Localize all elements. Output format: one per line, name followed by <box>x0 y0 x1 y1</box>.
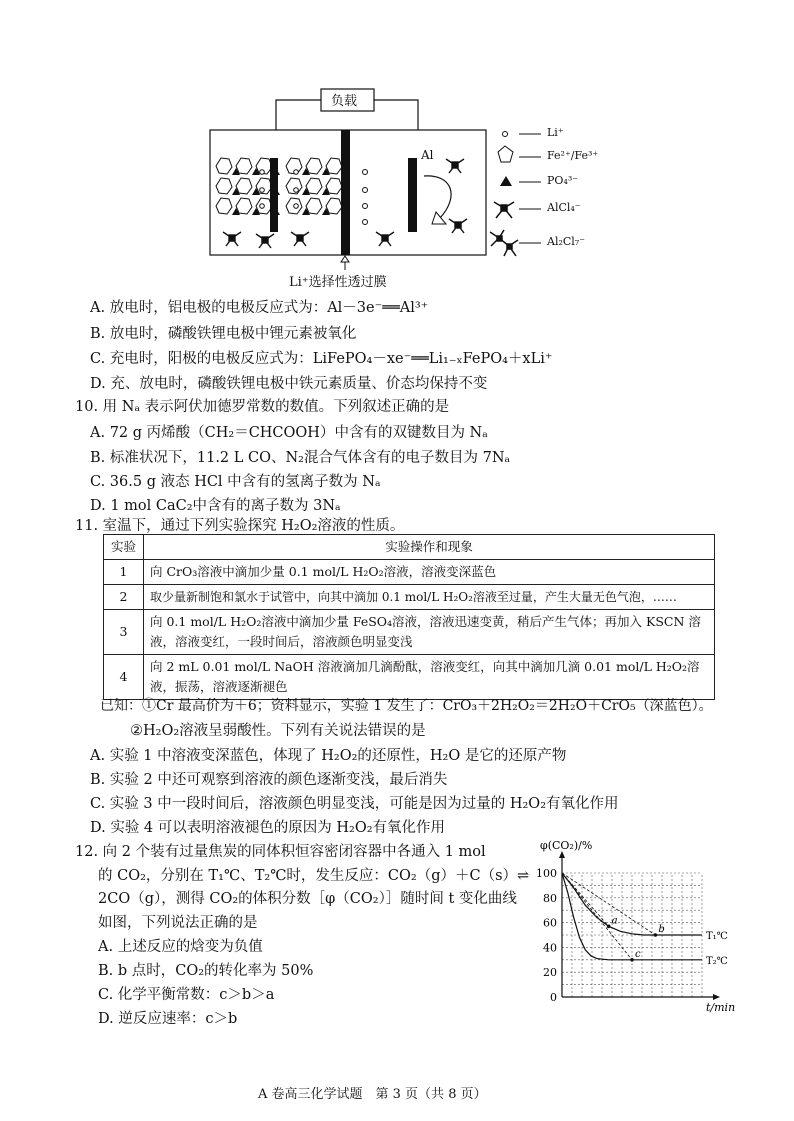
guide-line <box>562 873 632 960</box>
li-ion-circle-icon <box>294 204 299 209</box>
q12-option-d: D. 逆反应速率：c＞b <box>98 1011 238 1027</box>
q11-known-1: 已知：①Cr 最高价为＋6；资料显示，实验 1 发生了：CrO₃＋2H₂O₂＝2H₂O＋CrO₅（深蓝色）。 <box>100 698 713 714</box>
table-cell-text: 向 0.1 mol/L H₂O₂溶液中滴加少量 FeSO₄溶液，溶液迅速变黄，稍后产生气体；再加入 KSCN 溶液，溶液变红，一段时间后，溶液颜色明显变浅 <box>144 610 715 655</box>
table-cell-num: 1 <box>104 560 144 585</box>
po4-triangle-icon <box>500 176 512 186</box>
table-cell-num: 4 <box>104 655 144 700</box>
legend-al2cl7: Al₂Cl₇⁻ <box>547 235 586 248</box>
legend-alcl4: AlCl₄⁻ <box>547 201 581 214</box>
series-label: T₁℃ <box>706 931 728 942</box>
data-point <box>630 958 634 962</box>
x-axis-label: t/min <box>706 1001 736 1014</box>
q10-option-d: D. 1 mol CaC₂中含有的离子数为 3Nₐ <box>90 498 341 514</box>
q12-line-2: 的 CO₂，分别在 T₁℃、T₂℃时，发生反应：CO₂（g）＋C（s）⇌ <box>98 868 530 884</box>
legend-po4: PO₄³⁻ <box>547 174 579 187</box>
q10-option-a: A. 72 g 丙烯酸（CH₂＝CHCOOH）中含有的双键数目为 Nₐ <box>90 425 488 441</box>
li-ion-circle-icon <box>260 170 265 175</box>
data-point <box>607 925 611 929</box>
legend-li: Li⁺ <box>547 126 564 139</box>
y-tick-label: 0 <box>550 991 557 1004</box>
table-row <box>104 560 715 585</box>
point-label: c <box>635 948 641 960</box>
x-axis-arrow <box>713 994 720 1000</box>
table-cell-text: 向 CrO₃溶液中滴加少量 0.1 mol/L H₂O₂溶液，溶液变深蓝色 <box>144 560 715 585</box>
q12-line-3: 2CO（g），测得 CO₂的体积分数［φ（CO₂）］随时间 t 变化曲线 <box>98 891 517 907</box>
point-label: a <box>611 915 618 927</box>
y-tick-label: 80 <box>543 891 557 905</box>
table-cell-text: 向 2 mL 0.01 mol/L NaOH 溶液滴加几滴酚酞，溶液变红，向其中滴加几滴 0.01 mol/L H₂O₂溶液，振荡，溶液逐渐褪色 <box>144 655 715 700</box>
li-ion-circle-icon <box>503 132 508 137</box>
table-cell-num: 3 <box>104 610 144 655</box>
li-membrane <box>341 130 350 255</box>
q10-stem: 10. 用 Nₐ 表示阿伏加德罗常数的数值。下列叙述正确的是 <box>75 399 450 415</box>
battery-diagram <box>0 0 794 300</box>
point-label: b <box>658 924 665 935</box>
membrane-label: Li⁺选择性透过膜 <box>289 275 387 290</box>
y-axis-arrow <box>559 851 565 858</box>
q12-line-1: 12. 向 2 个装有过量焦炭的同体积恒容密闭容器中各通入 1 mol <box>75 844 486 860</box>
y-tick-label: 20 <box>543 966 557 980</box>
q9-option-c: C. 充电时，阳极的电极反应式为：LiFePO₄－xe⁻══Li₁₋ₓFePO₄＋xLi⁺ <box>90 351 553 367</box>
li-ion-circle-icon <box>294 188 299 193</box>
alcl4-molecule-icon <box>494 202 514 218</box>
co2-fraction-chart <box>530 835 736 1015</box>
q11-option-d: D. 实验 4 可以表明溶液褪色的原因为 H₂O₂有氧化作用 <box>90 820 446 836</box>
table-cell-text: 取少量新制饱和氯水于试管中，向其中滴加 0.1 mol/L H₂O₂溶液至过量，产生大量无色气泡，…… <box>144 585 715 610</box>
li-ion-circle-icon <box>260 188 265 193</box>
data-point <box>654 933 658 937</box>
q9-option-a: A. 放电时，铝电极的电极反应式为：Al－3e⁻══Al³⁺ <box>90 300 429 316</box>
al-label: Al <box>421 148 434 162</box>
q11-option-b: B. 实验 2 中还可观察到溶液的颜色逐渐变浅，最后消失 <box>90 772 448 788</box>
legend-fe: Fe²⁺/Fe³⁺ <box>547 149 599 162</box>
table-cell-num: 2 <box>104 585 144 610</box>
fe-polyhedron-icon <box>498 146 513 162</box>
q11-option-c: C. 实验 3 中一段时间后，溶液颜色明显变浅，可能是因为过量的 H₂O₂有氧化作用 <box>90 796 619 812</box>
page-footer: A 卷高三化学试题 第 3 页（共 8 页） <box>258 1087 487 1102</box>
q11-option-a: A. 实验 1 中溶液变深蓝色，体现了 H₂O₂的还原性，H₂O 是它的还原产物 <box>90 748 567 764</box>
al-electrode <box>408 158 417 232</box>
li-ion-circle-icon <box>260 204 265 209</box>
q12-line-4: 如图，下列说法正确的是 <box>98 915 258 931</box>
load-label: 负载 <box>331 94 358 109</box>
y-tick-label: 40 <box>543 941 557 955</box>
q11-stem: 11. 室温下，通过下列实验探究 H₂O₂溶液的性质。 <box>75 518 405 534</box>
table-row <box>104 655 715 700</box>
table-header-op: 实验操作和现象 <box>144 535 715 560</box>
q11-known-2: ②H₂O₂溶液呈弱酸性。下列有关说法错误的是 <box>130 723 426 739</box>
q12-option-b: B. b 点时，CO₂的转化率为 50% <box>98 963 314 979</box>
q10-option-c: C. 36.5 g 液态 HCl 中含有的氢离子数为 Nₐ <box>90 474 381 490</box>
table-header-exp: 实验 <box>104 535 144 560</box>
q10-option-b: B. 标准状况下，11.2 L CO、N₂混合气体含有的电子数目为 7Nₐ <box>90 450 511 466</box>
q9-option-d: D. 充、放电时，磷酸铁锂电极中铁元素质量、价态均保持不变 <box>90 376 488 392</box>
table-row <box>104 610 715 655</box>
y-tick-label: 60 <box>543 916 557 930</box>
y-axis-label: φ(CO₂)/% <box>540 839 593 852</box>
table-row <box>104 585 715 610</box>
experiment-table <box>103 534 715 700</box>
lifepo4-plate <box>270 158 278 232</box>
series-label: T₂℃ <box>706 955 728 967</box>
li-ion-circle-icon <box>294 170 299 175</box>
al2cl7-molecule-icon <box>490 230 518 256</box>
q12-option-a: A. 上述反应的焓变为负值 <box>98 939 263 955</box>
y-tick-label: 100 <box>536 867 557 880</box>
q12-option-c: C. 化学平衡常数：c＞b＞a <box>98 987 275 1003</box>
q9-option-b: B. 放电时，磷酸铁锂电极中锂元素被氧化 <box>90 326 357 342</box>
